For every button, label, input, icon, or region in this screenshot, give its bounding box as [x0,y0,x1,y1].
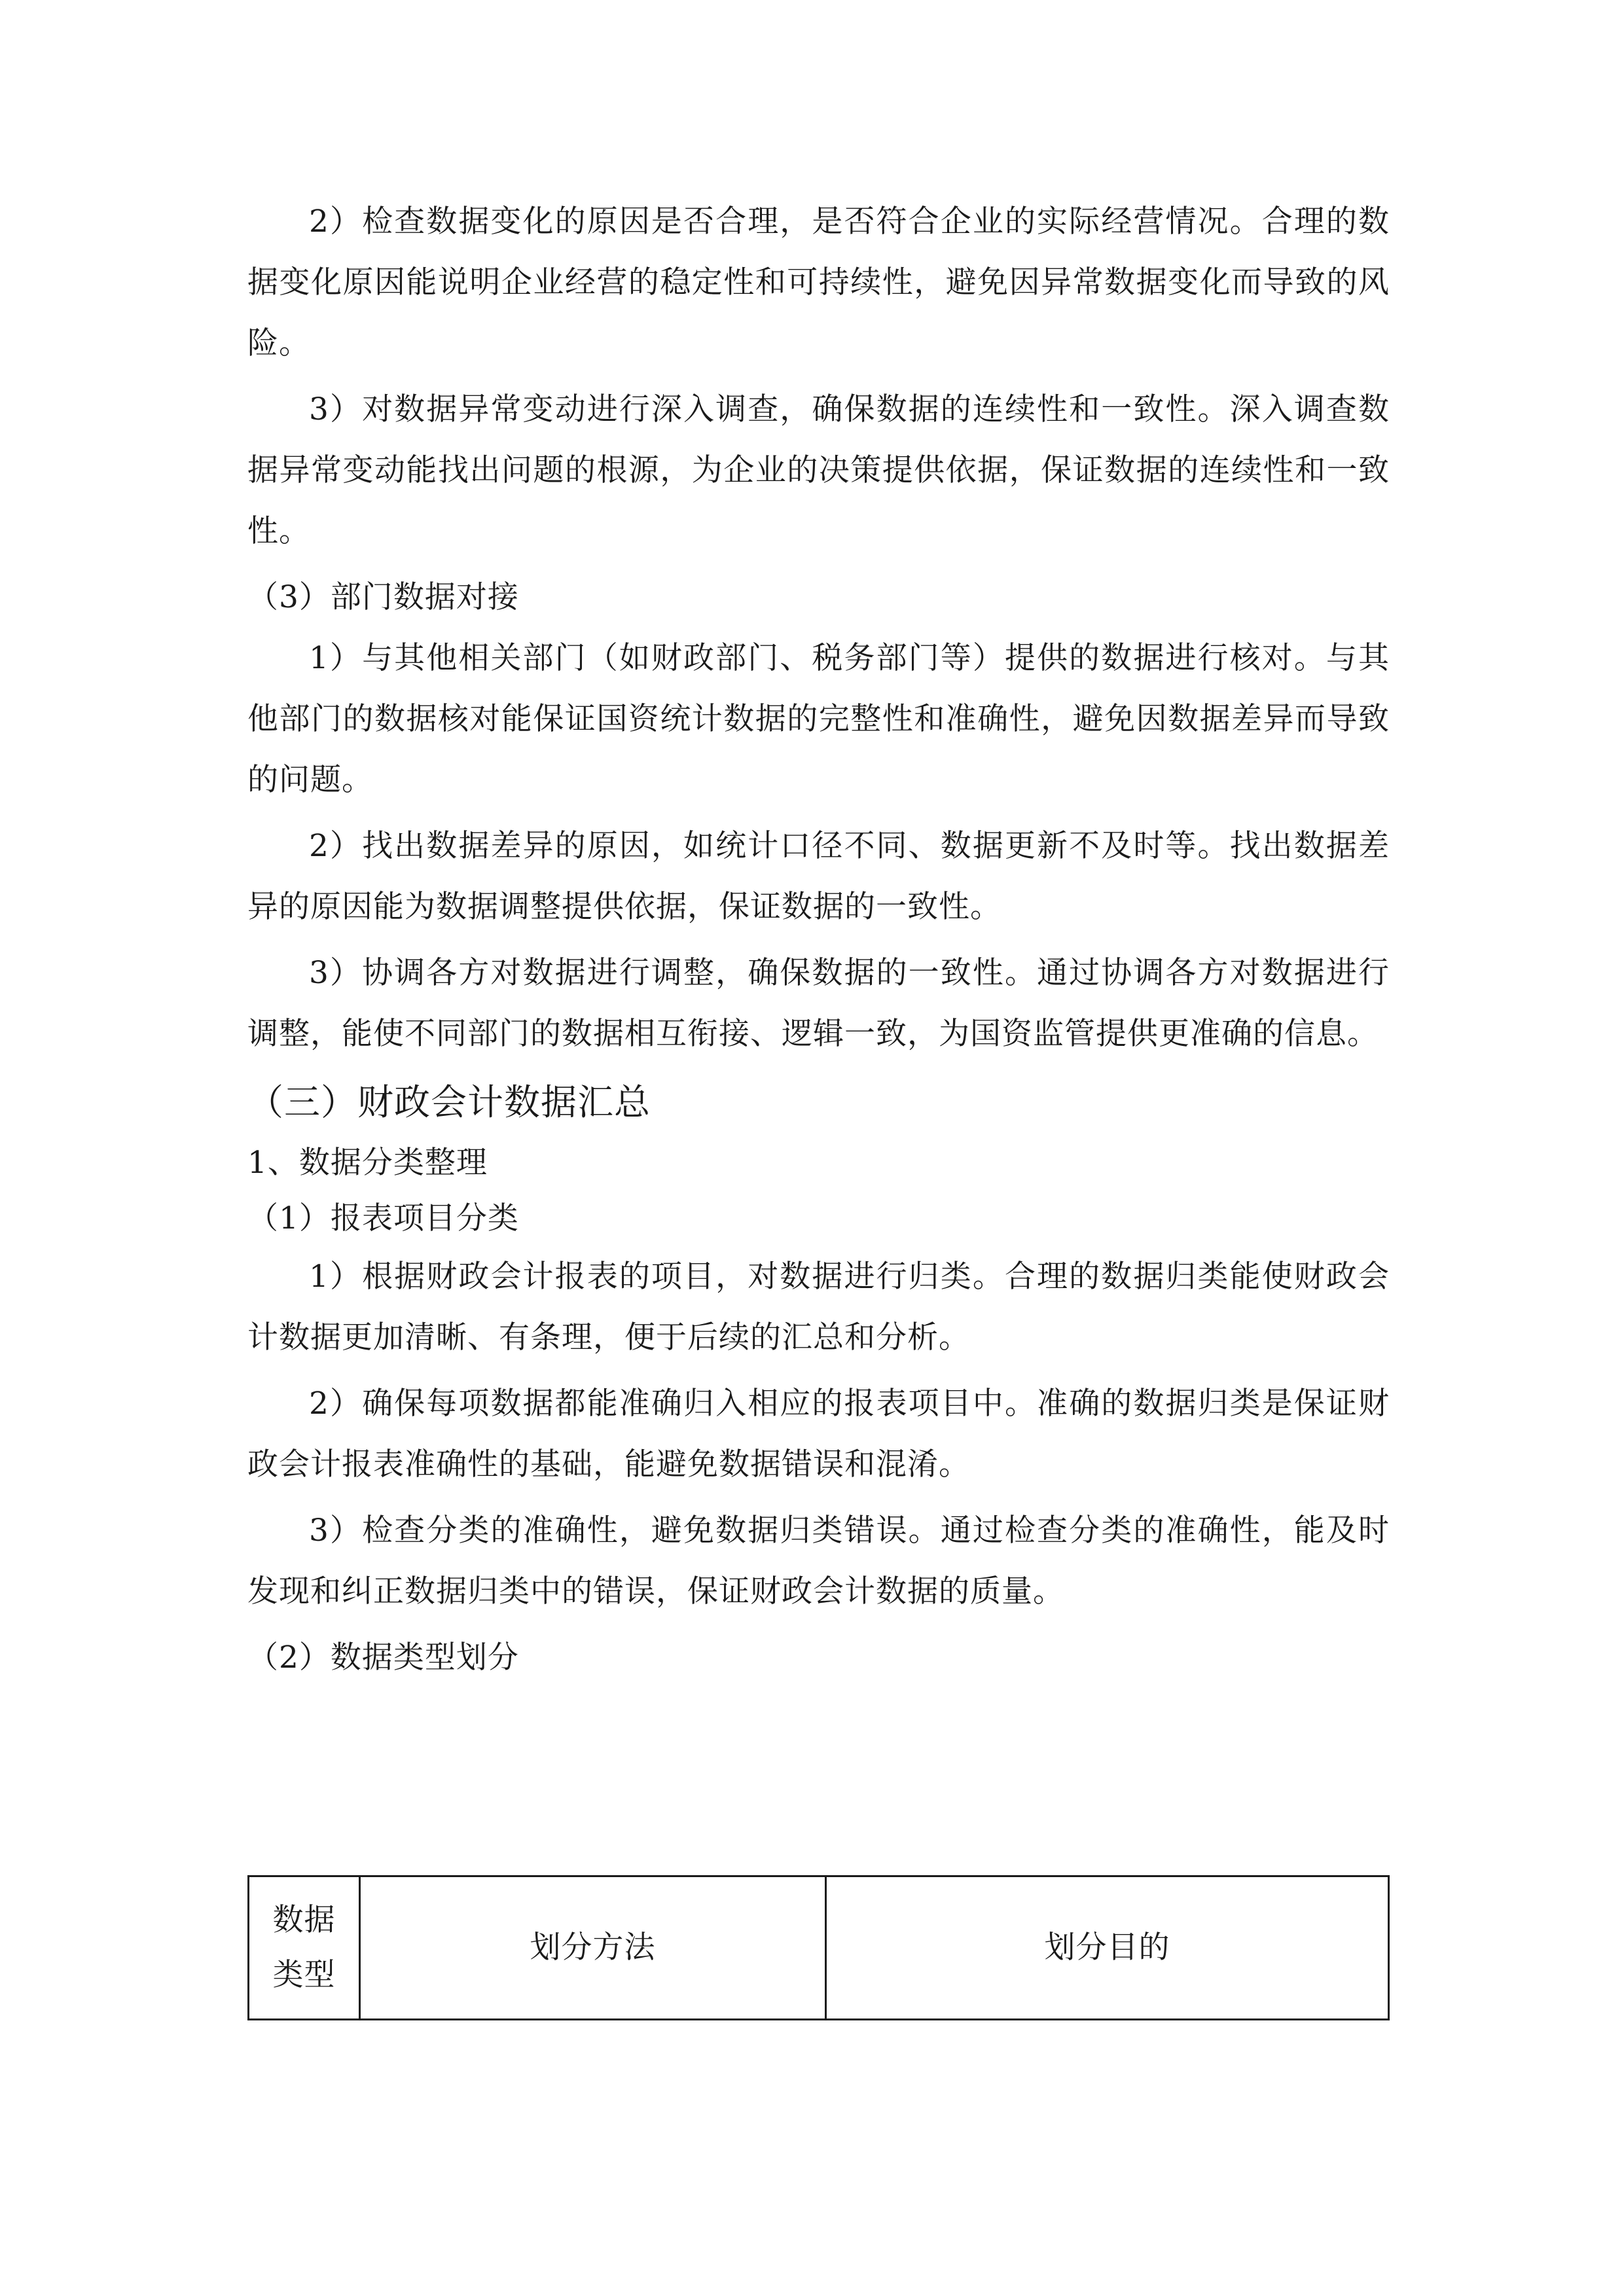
subsection-heading: （2）数据类型划分 [247,1640,519,1676]
table-header-cell: 划分目的 [826,1876,1389,2020]
list-item: 2）确保每项数据都能准确归入相应的报表项目中。准确的数据归类是保证财政会计报表准确性的基础，能避免数据错误和混淆。 [247,1386,1390,1482]
paragraph: 3）对数据异常变动进行深入调查，确保数据的连续性和一致性。深入调查数据异常变动能找出问题的根源，为企业的决策提供依据，保证数据的连续性和一致性。 [247,391,1390,549]
table-header-cell [249,1876,360,2020]
list-item: 3）协调各方对数据进行调整，确保数据的一致性。通过协调各方对数据进行调整，能使不同部门的数据相互衔接、逻辑一致，为国资监管提供更准确的信息。 [247,955,1390,1052]
section-title: （三）财政会计数据汇总 [247,1081,651,1123]
document-body [247,191,1390,1688]
list-item: 2）找出数据差异的原因，如统计口径不同、数据更新不及时等。找出数据差异的原因能为数据调整提供依据，保证数据的一致性。 [247,828,1390,925]
subsection-heading: （3）部门数据对接 [247,579,519,615]
table-header-row [249,1876,1389,2020]
paragraph: 2）检查数据变化的原因是否合理，是否符合企业的实际经营情况。合理的数据变化原因能说明企业经营的稳定性和可持续性，避免因异常数据变化而导致的风险。 [247,204,1390,361]
list-item: 1）根据财政会计报表的项目，对数据进行归类。合理的数据归类能使财政会计数据更加清晰、有条理，便于后续的汇总和分析。 [247,1259,1390,1355]
subsection-heading: （1）报表项目分类 [247,1200,519,1236]
list-item: 3）检查分类的准确性，避免数据归类错误。通过检查分类的准确性，能及时发现和纠正数据归类中的错误，保证财政会计数据的质量。 [247,1513,1390,1609]
header-data-type: 数据类型 [272,1902,336,1993]
list-item: 1）与其他相关部门（如财政部门、税务部门等）提供的数据进行核对。与其他部门的数据核对能保证国资统计数据的完整性和准确性，避免因数据差异而导致的问题。 [247,640,1390,798]
item-heading: 1、数据分类整理 [247,1145,488,1181]
table-header-cell: 划分方法 [360,1876,826,2020]
data-type-table [247,1875,1390,2020]
